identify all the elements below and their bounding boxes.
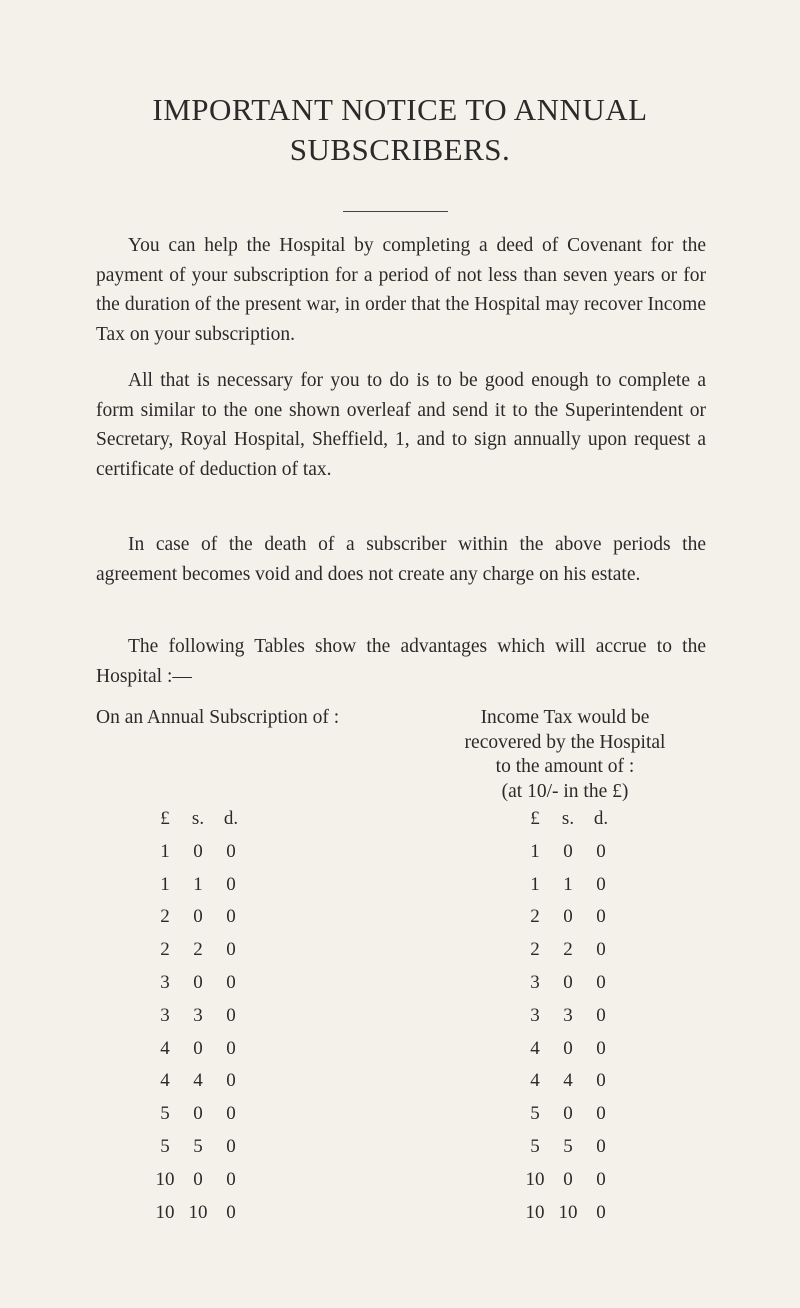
table-cell: 10 [155,1168,175,1190]
table-cell: 3 [160,1004,170,1026]
table-cell: 0 [193,1103,203,1125]
table-cell: 0 [563,1037,573,1059]
table-row [518,1070,618,1103]
table-cell: 0 [596,1037,606,1059]
table-cell: 0 [563,1168,573,1190]
table-cell: 0 [563,1103,573,1125]
right-heading-line-3: to the amount of : [495,756,635,777]
table-cell: 0 [596,1070,606,1092]
table-cell: 1 [530,873,540,895]
table-row [148,1070,248,1103]
right-column-heading [420,706,710,804]
paragraph-covenant: You can help the Hospital by completing a deed of Covenant for the payment of your subscription for a period of not less than seven years or for the duration of the present war, in order that the Hospital may recover Income Tax on your subscription. [96,235,706,345]
table-cell: 4 [160,1070,170,1092]
shillings-unit: s. [191,808,205,829]
table-cell: 0 [226,1037,236,1059]
table-cell: 3 [530,1004,540,1026]
table-row [518,1005,618,1038]
table-cell: 5 [563,1135,573,1157]
table-row [148,1136,248,1169]
table-cell: 2 [563,939,573,961]
table-cell: 5 [530,1103,540,1125]
shillings-unit: s. [561,808,575,829]
table-cell: 4 [530,1070,540,1092]
table-cell: 3 [160,971,170,993]
table-cell: 2 [160,906,170,928]
page-title [0,90,800,170]
table-row [518,1169,618,1202]
table-cell: 0 [193,1168,203,1190]
table-cell: 4 [160,1037,170,1059]
pence-unit: d. [223,808,239,829]
table-row [148,1103,248,1136]
table-row [148,1202,248,1235]
table-cell: 0 [193,840,203,862]
table-cell: 10 [188,1201,208,1223]
table-cell: 4 [530,1037,540,1059]
table-cell: 0 [226,939,236,961]
table-cell: 2 [530,939,540,961]
table-cell: 0 [193,971,203,993]
table-cell: 3 [530,971,540,993]
table-cell: 1 [530,840,540,862]
table-row [518,874,618,907]
table-row [148,874,248,907]
table-cell: 0 [226,1004,236,1026]
subscription-units-row [148,808,248,841]
table-cell: 0 [226,1135,236,1157]
table-cell: 5 [160,1135,170,1157]
table-cell: 0 [596,873,606,895]
table-cell: 3 [563,1004,573,1026]
title-line-2: SUBSCRIBERS. [289,132,511,167]
tax-recovered-table [518,808,618,1234]
table-row [148,841,248,874]
table-cell: 0 [596,971,606,993]
table-row [148,1005,248,1038]
table-cell: 0 [596,1004,606,1026]
table-cell: 0 [563,906,573,928]
table-cell: 0 [596,1201,606,1223]
table-cell: 0 [596,1168,606,1190]
table-cell: 0 [226,840,236,862]
table-row [148,1169,248,1202]
table-cell: 10 [155,1201,175,1223]
table-cell: 1 [563,873,573,895]
table-cell: 0 [563,971,573,993]
table-cell: 4 [193,1070,203,1092]
table-cell: 0 [226,873,236,895]
table-row [518,1202,618,1235]
table-row [518,1038,618,1071]
table-cell: 2 [193,939,203,961]
table-cell: 0 [226,1168,236,1190]
table-cell: 0 [226,1103,236,1125]
table-cell: 2 [530,906,540,928]
table-row [148,939,248,972]
left-column-heading: On an Annual Subscription of : [96,707,340,728]
pounds-unit: £ [160,808,170,829]
paragraph-tables-intro: The following Tables show the advantages which will accrue to the Hospital :— [96,636,706,687]
right-heading-line-2: recovered by the Hospital [464,731,666,753]
table-cell: 0 [596,939,606,961]
table-cell: 2 [160,939,170,961]
table-row [518,906,618,939]
table-cell: 4 [563,1070,573,1092]
table-row [148,1038,248,1071]
table-cell: 10 [558,1201,578,1223]
pounds-unit: £ [530,808,540,829]
table-row [518,939,618,972]
paragraph-instructions: All that is necessary for you to do is to be good enough to complete a form similar to the one shown overleaf and send it to the Superintendent or Secretary, Royal Hospital, Sheffield, 1, and to sign annually upon request a certificate of deduction of tax. [96,370,706,480]
table-row [518,841,618,874]
title-line-1: IMPORTANT NOTICE TO ANNUAL [152,92,648,127]
right-heading-line-1: Income Tax would be [480,707,650,728]
table-cell: 0 [596,840,606,862]
table-cell: 0 [193,1037,203,1059]
table-cell: 5 [530,1135,540,1157]
table-cell: 1 [160,873,170,895]
table-row [148,906,248,939]
table-cell: 5 [160,1103,170,1125]
table-row [518,1103,618,1136]
table-cell: 10 [525,1168,545,1190]
table-cell: 0 [563,840,573,862]
table-cell: 5 [193,1135,203,1157]
table-cell: 3 [193,1004,203,1026]
table-cell: 0 [596,1135,606,1157]
table-cell: 0 [226,971,236,993]
table-cell: 1 [193,873,203,895]
title-divider [343,211,448,212]
paragraph-death-clause: In case of the death of a subscriber within the above periods the agreement becomes void and does not create any charge on his estate. [96,534,706,585]
table-cell: 0 [226,1070,236,1092]
subscription-table [148,808,248,1234]
right-heading-line-4: (at 10/- in the £) [501,780,629,802]
table-cell: 10 [525,1201,545,1223]
table-cell: 0 [226,906,236,928]
pence-unit: d. [593,808,609,829]
table-cell: 0 [226,1201,236,1223]
table-row [518,972,618,1005]
table-cell: 0 [596,906,606,928]
table-cell: 0 [193,906,203,928]
tax-units-row [518,808,618,841]
table-row [148,972,248,1005]
table-cell: 0 [596,1103,606,1125]
table-cell: 1 [160,840,170,862]
table-row [518,1136,618,1169]
